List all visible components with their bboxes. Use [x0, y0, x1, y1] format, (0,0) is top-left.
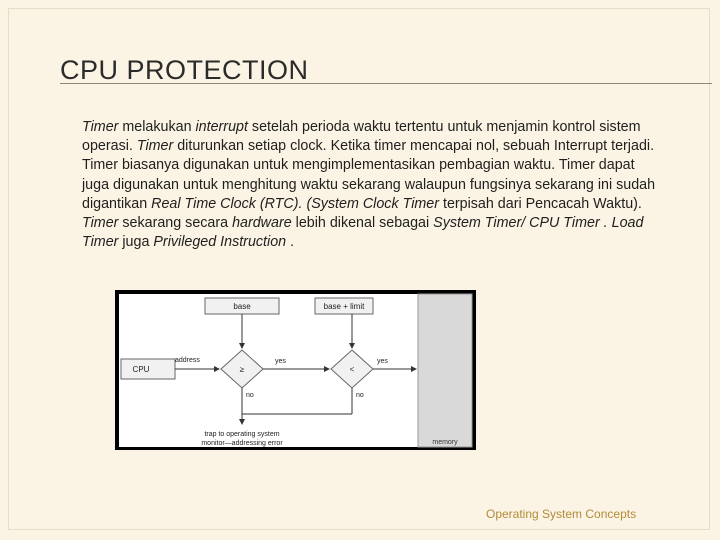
base-limit-label: base + limit — [323, 302, 365, 311]
footer-text: Operating System Concepts — [486, 507, 637, 521]
memory-label: memory — [432, 439, 458, 446]
text-run: . — [286, 234, 295, 251]
memory-block — [418, 294, 472, 447]
yes-label-1: yes — [275, 358, 286, 365]
cpu-label: CPU — [132, 365, 150, 374]
text-timer: Timer — [82, 119, 119, 135]
no-label-2: no — [356, 392, 364, 399]
slide-frame — [8, 8, 710, 530]
base-label: base — [233, 302, 251, 311]
ge-symbol: ≥ — [239, 365, 245, 374]
no-label-1: no — [246, 392, 254, 399]
address-label: address — [175, 357, 200, 364]
text-rtc: Real Time Clock (RTC). (System Clock Timer — [151, 195, 439, 212]
text-run: terpisah dari Pencacah Waktu). — [439, 195, 642, 212]
text-timer: Timer — [136, 138, 174, 155]
lt-symbol: < — [349, 365, 355, 374]
text-privileged: Privileged Instruction — [153, 234, 287, 251]
text-run: setelah perioda waktu tertentu untuk menjamin kontrol sistem operasi. — [82, 119, 641, 155]
text-run: melakukan — [118, 119, 196, 135]
text-run: lebih dikenal sebagai — [291, 215, 434, 232]
hardware-address-protection-figure — [115, 290, 476, 450]
title-underline — [60, 83, 712, 84]
text-run: diturunkan setiap clock. Ketika timer mencapai nol, sebuah Interrupt terjadi. Timer biasanya digunakan untuk mengimplementasikan pembagian waktu. Timer dapat juga digunakan untuk menghitung waktu sekarang walaupun fungsinya sekarang ini sudah digantikan — [82, 138, 656, 212]
text-system-timer: System Timer/ CPU Timer . Load Timer — [82, 215, 644, 251]
text-interrupt: interrupt — [195, 119, 248, 135]
text-run: sekarang secara — [118, 215, 233, 232]
slide-title: CPU PROTECTION — [60, 55, 309, 85]
yes-label-2: yes — [377, 358, 388, 365]
text-hardware: hardware — [232, 215, 292, 232]
body-paragraph — [82, 118, 662, 252]
trap-label-line1: trap to operating system — [204, 431, 280, 438]
text-timer: Timer — [82, 215, 119, 232]
trap-label-line2: monitor—addressing error — [201, 440, 283, 447]
text-run: juga — [118, 234, 154, 251]
